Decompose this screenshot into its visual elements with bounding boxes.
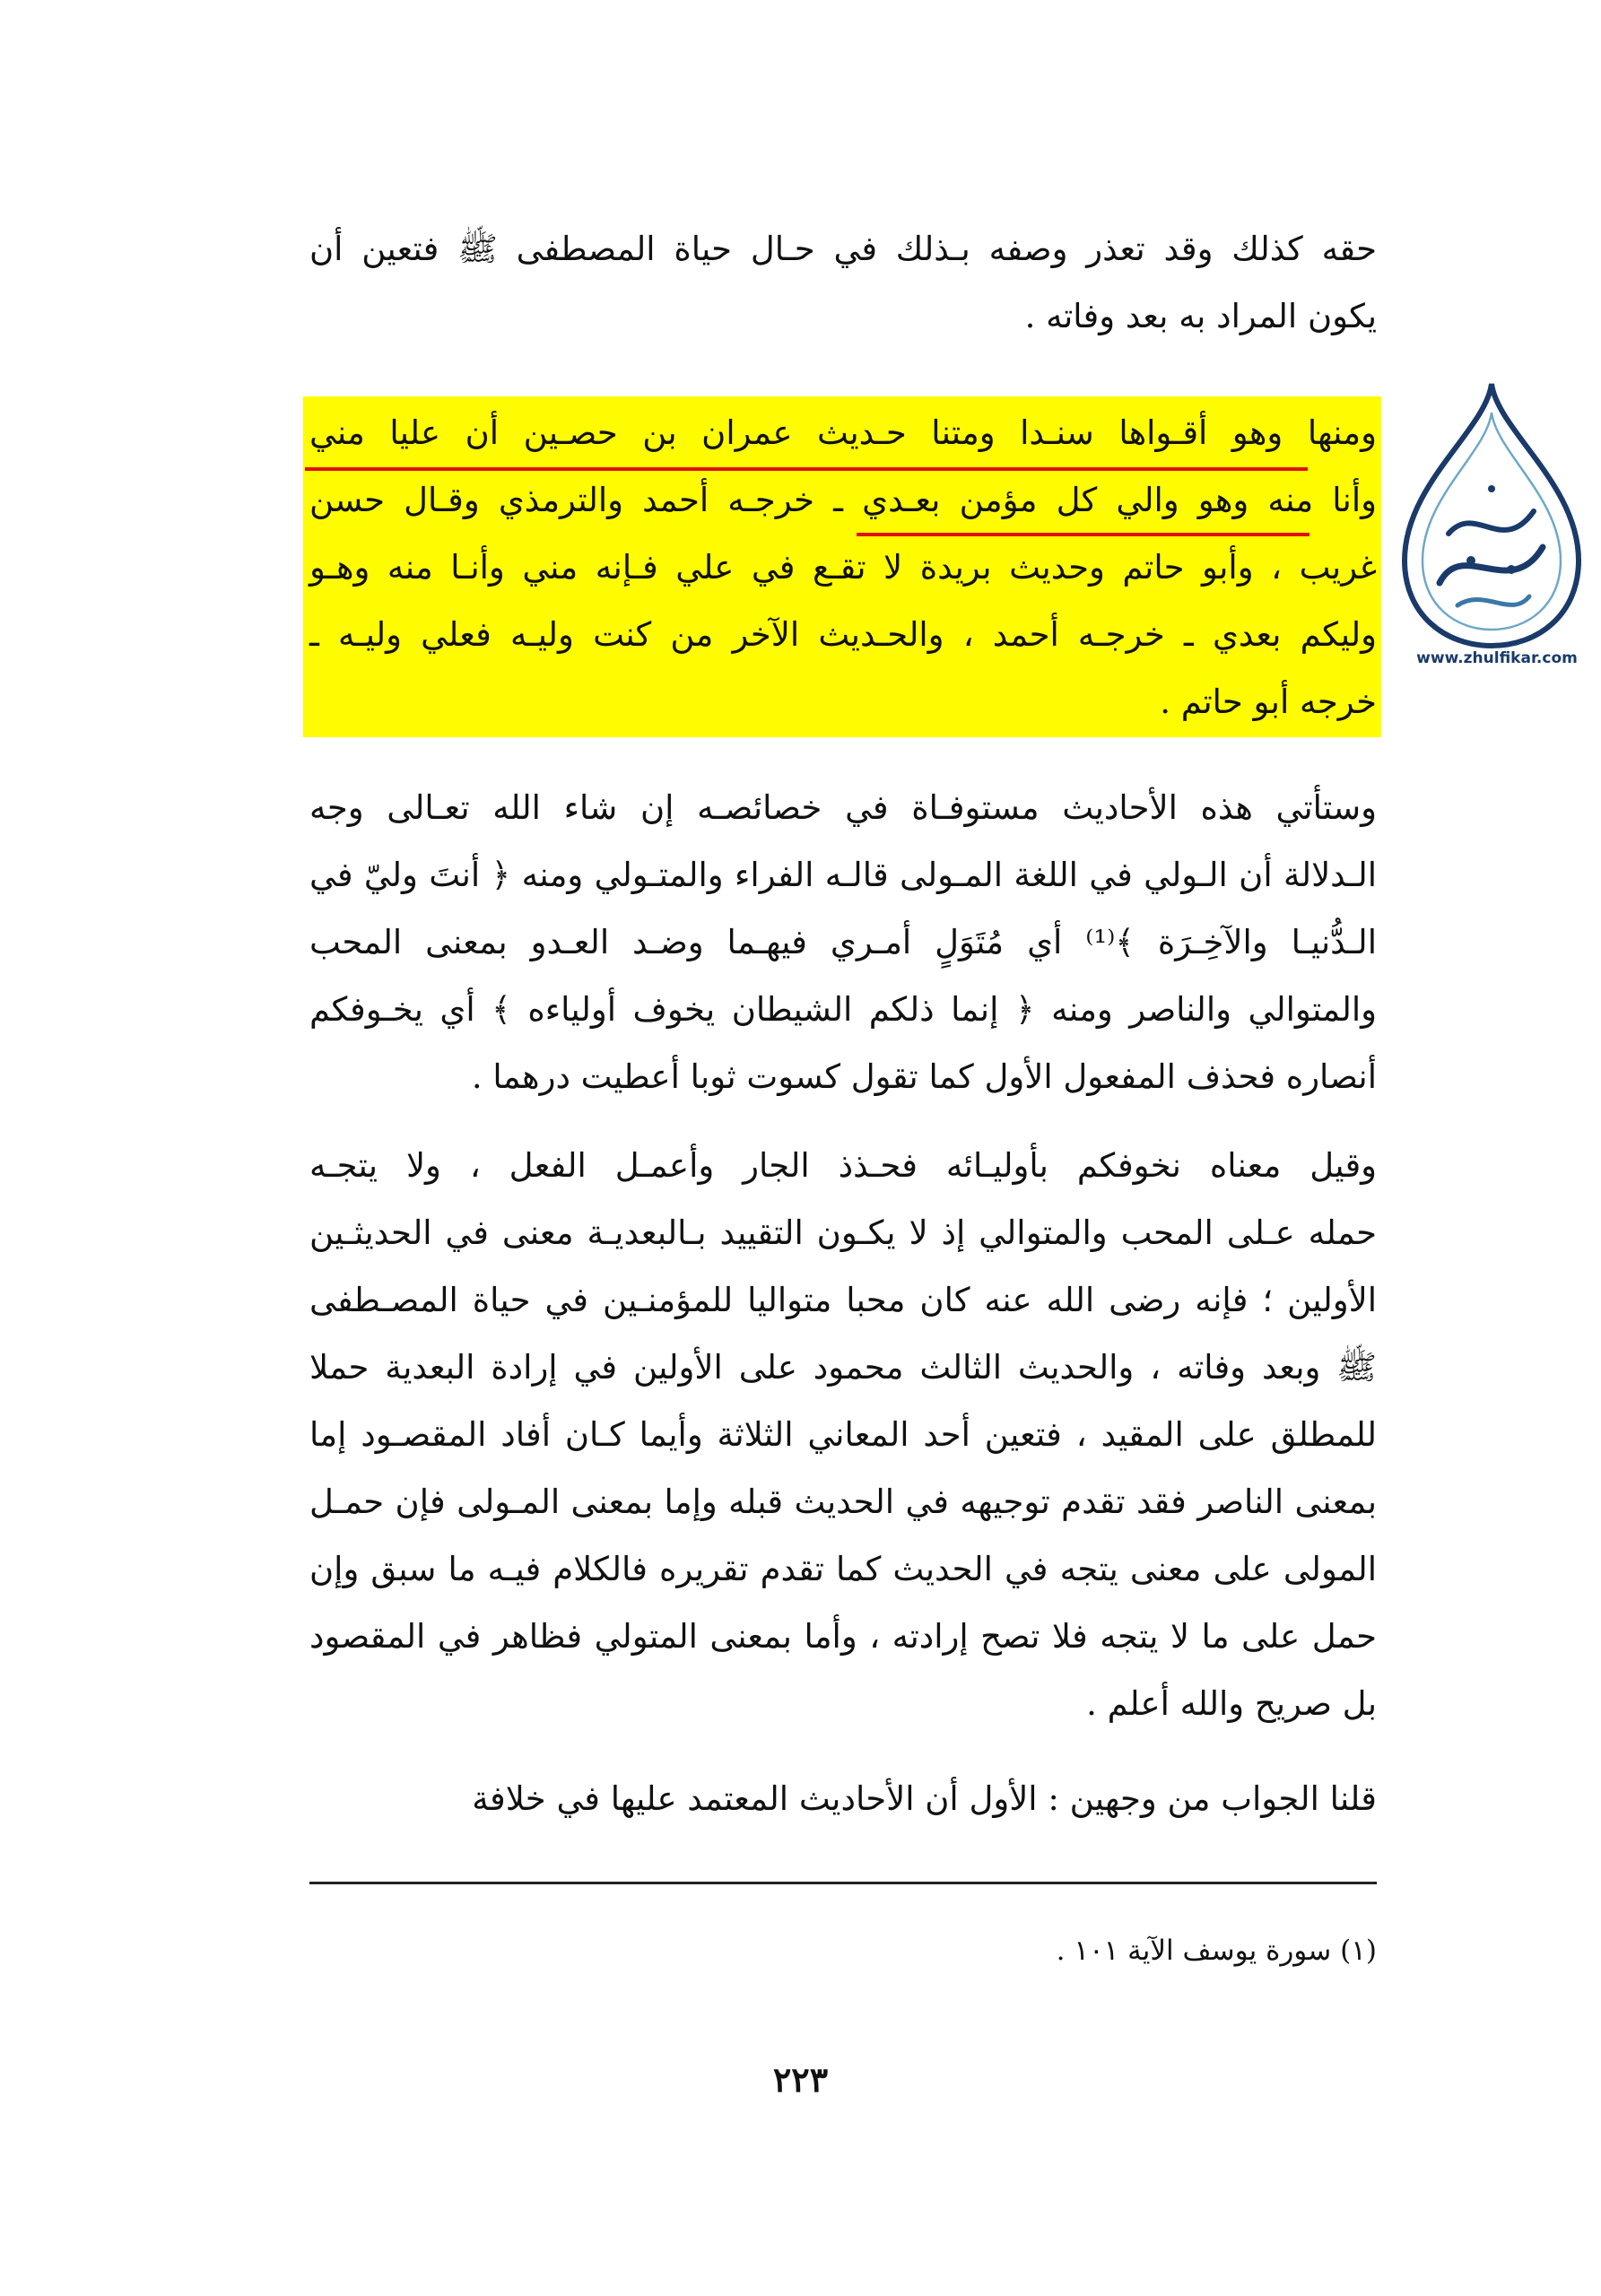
logo-text: ذو الفقار المعرفي bbox=[1488, 568, 1495, 569]
text-line: وأنا منه وهو والي كل مؤمن بعـدي ـ خرجـه أحمد والترمذي وقـال حسن bbox=[309, 481, 1377, 519]
text-line: المولى على معنى يتجه في الحديث كما تقدم تقريره فالكلام فيـه ما سبق وإن bbox=[309, 1550, 1377, 1588]
text-line: ﷺ وبعد وفاته ، والحديث الثالث محمود على الأولين في إرادة البعدية حملا bbox=[309, 1348, 1377, 1387]
paragraph-4 bbox=[309, 1132, 1377, 1737]
paragraph-2-highlighted bbox=[309, 399, 1377, 735]
text-line: الـدلالة أن الـولي في اللغة المـولى قالـه الفراء والمتـولي ومنه ﴿ أنتَ وليّ في bbox=[309, 856, 1377, 894]
footnote: (١) سورة يوسف الآية ١٠١ . bbox=[1056, 1935, 1377, 1967]
text-line: يكون المراد به بعد وفاته . bbox=[1024, 297, 1377, 335]
text-line: ومنها وهو أقـواها سنـدا ومتنا حـديث عمران بن حصـين أن عليا مني bbox=[309, 413, 1377, 452]
red-underline bbox=[305, 467, 1308, 471]
text-line: خرجه أبو حاتم . bbox=[1160, 683, 1377, 721]
text-line: والمتوالي والناصر ومنه ﴿ إنما ذلكم الشيطان يخوف أولياءه ﴾ أي يخـوفكم bbox=[309, 990, 1377, 1029]
text-line: بمعنى الناصر فقد تقدم توجيهه في الحديث قبله وإما بمعنى المـولى فإن حمـل bbox=[309, 1483, 1377, 1521]
text-line: الأولين ؛ فإنه رضى الله عنه كان محبا متواليا للمؤمنـين في حياة المصـطفى bbox=[309, 1281, 1377, 1319]
footnote-divider bbox=[309, 1882, 1377, 1884]
watermark-url: www.zhulfikar.com bbox=[1416, 649, 1578, 667]
text-line: بل صريح والله أعلم . bbox=[1086, 1684, 1377, 1723]
paragraph-1 bbox=[309, 215, 1377, 350]
text-line: وستأتي هذه الأحاديث مستوفـاة في خصائصـه إن شاء الله تعـالى وجه bbox=[309, 788, 1377, 827]
text-line: وقيل معناه نخوفكم بأوليـائه فحـذذ الجار وأعمـل الفعل ، ولا يتجـه bbox=[309, 1146, 1377, 1185]
text-line: للمطلق على المقيد ، فتعين أحد المعاني الثلاثة وأيما كـان أفاد المقصـود إما bbox=[309, 1415, 1377, 1454]
paragraph-5 bbox=[309, 1765, 1377, 1832]
text-line: قلنا الجواب من وجهين : الأول أن الأحاديث المعتمد عليها في خلافة bbox=[472, 1779, 1377, 1818]
text-line: غريب ، وأبو حاتم وحديث بريدة لا تقـع في علي فـإنه مني وأنـا منه وهـو bbox=[309, 548, 1377, 587]
paragraph-3 bbox=[309, 774, 1377, 1110]
watermark-logo-icon bbox=[1386, 377, 1597, 673]
text-line: حمله عـلى المحب والمتوالي إذ لا يكـون التقييد بـالبعديـة معنى في الحديثـين bbox=[309, 1213, 1377, 1252]
text-line: الـدُّنيـا والآخِـرَة ﴾⁽¹⁾ أي مُتَوَلٍ أمـري فيهـما وضـد العـدو بمعنى المحب bbox=[309, 923, 1377, 961]
text-line: حمل على ما لا يتجه فلا تصح إرادته ، وأما بمعنى المتولي فظاهر في المقصود bbox=[309, 1617, 1377, 1656]
text-line: وليكم بعدي ـ خرجـه أحمد ، والحـديث الآخر من كنت وليـه فعلي وليـه ـ bbox=[309, 615, 1377, 654]
page-number: ٢٢٣ bbox=[772, 2059, 829, 2100]
text-line: حقه كذلك وقد تعذر وصفه بـذلك في حـال حياة المصطفى ﷺ فتعين أن bbox=[309, 230, 1377, 268]
red-underline bbox=[857, 533, 1310, 536]
text-line: أنصاره فحذف المفعول الأول كما تقول كسوت ثوبا أعطيت درهما . bbox=[471, 1057, 1377, 1096]
